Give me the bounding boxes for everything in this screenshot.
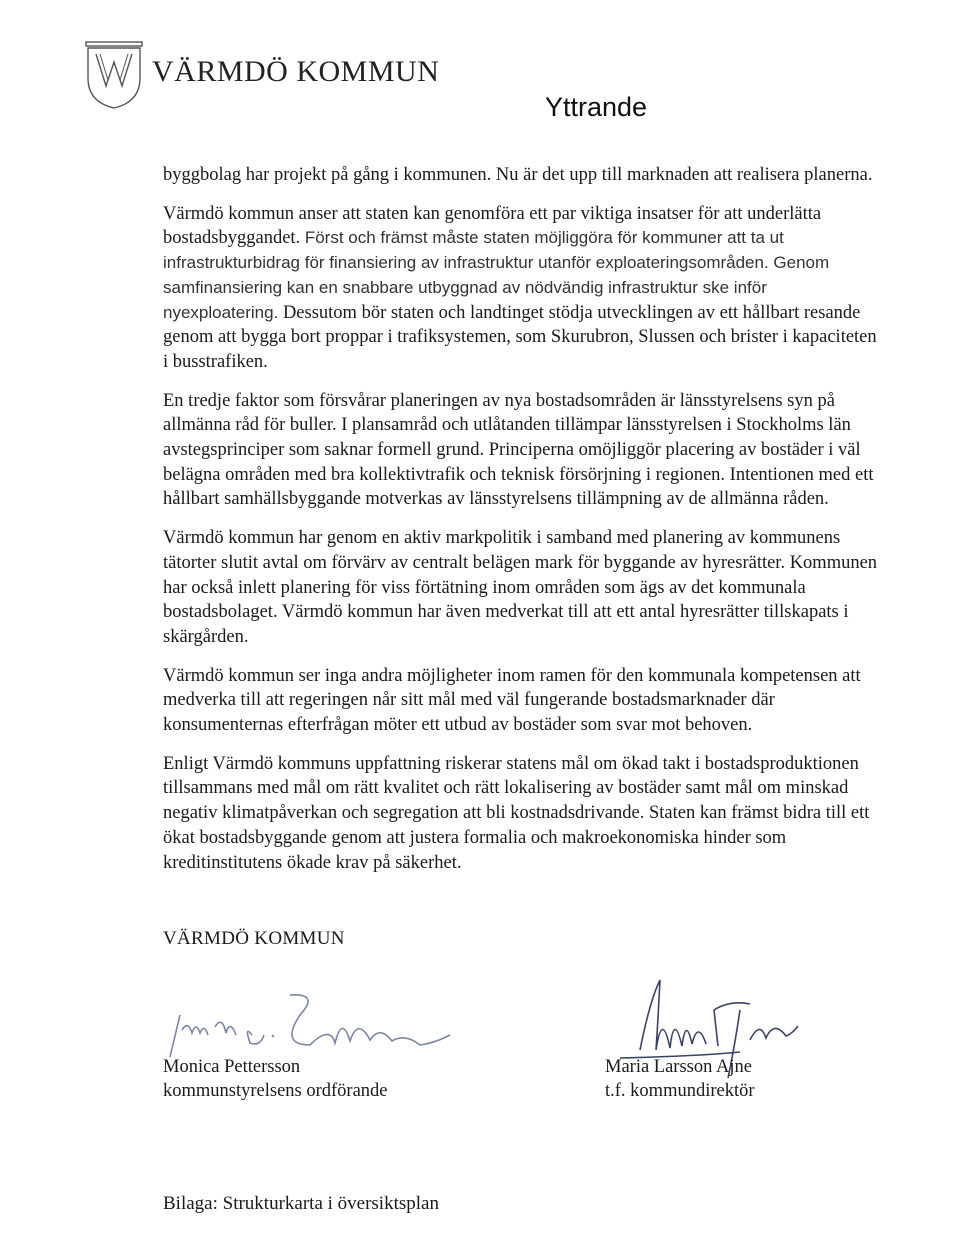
signatory-1 — [163, 1055, 388, 1103]
document-type: Yttrande — [545, 92, 648, 122]
municipal-shield-icon — [84, 40, 144, 110]
paragraph-6: Enligt Värmdö kommuns uppfattning riskerar statens mål om ökad takt i bostadsproduktionen tillsammans med mål om rätt kvalitet och rätt lokalisering av bostäder samt mål om minskad negativ klimatpåverkan och segregation att bli kostnadsdrivande. Staten kan främst bidra till ett ökat bostadsbyggande genom att justera formalia och makroekonomiska hinder som kreditinstitutens ökade krav på säkerhet. — [163, 753, 870, 873]
closing-org: VÄRMDÖ KOMMUN — [163, 928, 345, 949]
signatory-2 — [605, 1055, 755, 1103]
document-body — [163, 163, 883, 889]
signatory-2-name: Maria Larsson Ajne — [605, 1057, 752, 1077]
organization-name: VÄRMDÖ KOMMUN — [152, 55, 440, 88]
attachment-note: Bilaga: Strukturkarta i översiktsplan — [163, 1193, 439, 1214]
paragraph-2-intro: Värmdö kommun anser att staten kan genomföra ett par viktiga insatser för att underlätta bostadsbyggandet. — [163, 203, 822, 249]
paragraph-2-infrastructure: Först och främst måste staten möjliggöra för kommuner att ta ut infrastrukturbidrag för finansiering av infrastruktur utanför exploateringsområden. Genom samfinansiering kan en snabbare utbyggnad av nödvändig infrastruktur ske inför nyexploatering. — [163, 228, 830, 322]
paragraph-2 — [163, 202, 883, 375]
signatory-1-title: kommunstyrelsens ordförande — [163, 1081, 388, 1101]
paragraph-3: En tredje faktor som försvårar planeringen av nya bostadsområden är länsstyrelsens syn på allmänna råd för buller. I plansamråd och utlåtanden tillämpar länsstyrelsen i Stockholms län avstegsprinciper som saknar formell grund. Principerna omöjliggör placering av bostäder i väl belägna områden med bra kollektivtrafik och teknisk försörjning i regionen. Intentionen med ett hållbart samhällsbyggande motverkas av länsstyrelsens tillämpning av de allmänna råden. — [163, 390, 874, 510]
signatory-1-name: Monica Pettersson — [163, 1057, 301, 1077]
paragraph-2-transport: Dessutom bör staten och landtinget stödja utvecklingen av ett hållbart resande genom att bygga bort proppar i trafiksystemen, som Skurubron, Slussen och brister i kapaciteten i busstrafiken. — [163, 302, 877, 372]
signature-monica-pettersson — [160, 985, 460, 1065]
paragraph-5: Värmdö kommun ser inga andra möjligheter inom ramen för den kommunala kompetensen att medverka till att regeringen når sitt mål med väl fungerande bostadsmarknader där konsumenternas efterfrågan möter ett utbud av bostäder som svar mot behoven. — [163, 665, 861, 736]
signatory-2-title: t.f. kommundirektör — [605, 1081, 755, 1101]
paragraph-1: byggbolag har projekt på gång i kommunen. Nu är det upp till marknaden att realisera planerna. — [163, 165, 873, 185]
paragraph-4: Värmdö kommun har genom en aktiv markpolitik i samband med planering av kommunens tätorter slutit avtal om förvärv av centralt belägen mark för byggande av hyresrätter. Kommunen har också inlett planering för viss förtätning inom områden som ägs av det kommunala bostadsbolaget. Värmdö kommun har även medverkat till att ett antal hyresrätter tillskapats i skärgården. — [163, 528, 878, 647]
